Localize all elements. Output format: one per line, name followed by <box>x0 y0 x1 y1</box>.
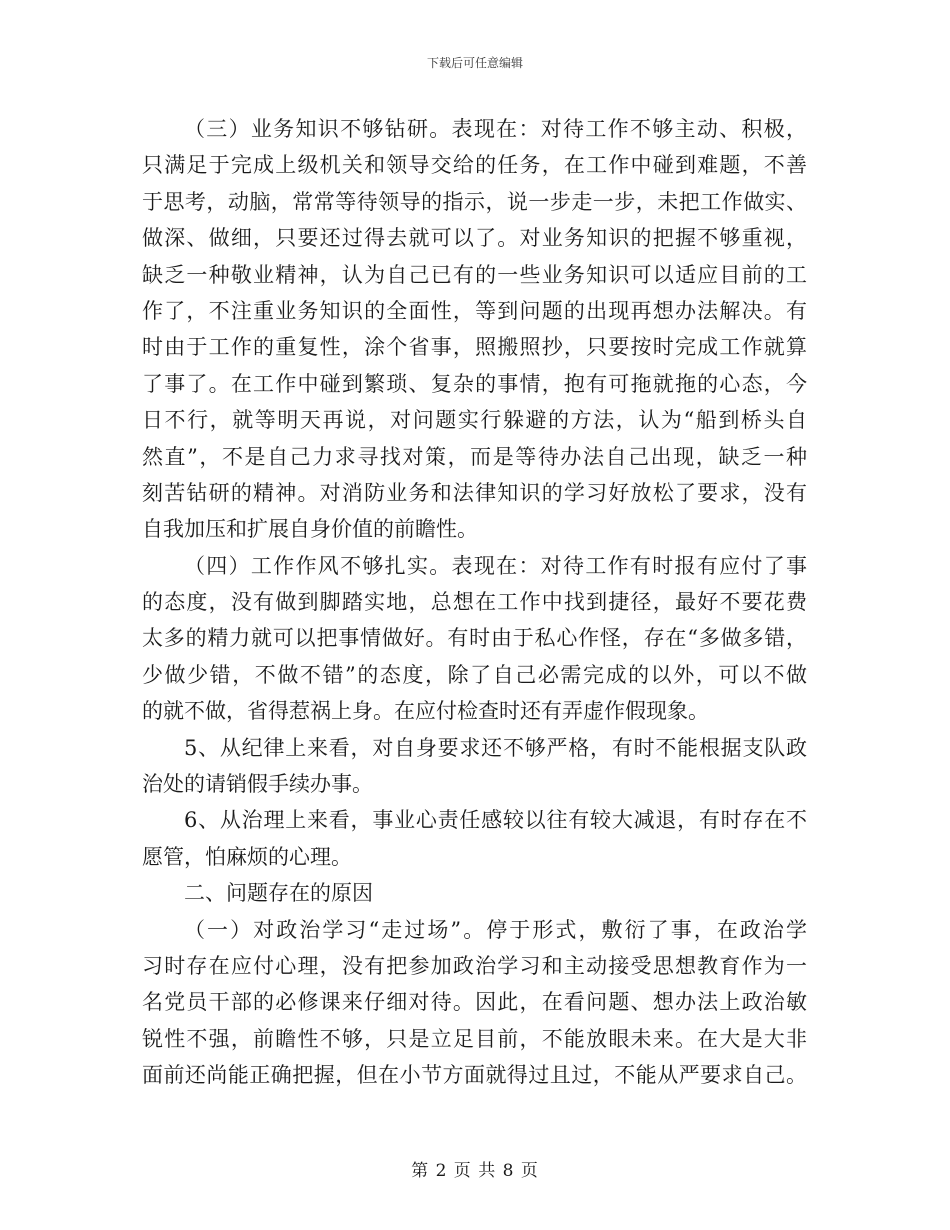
text-line: 了事了。在工作中碰到繁琐、复杂的事情，抱有可拖就拖的心态，今 <box>142 371 807 396</box>
page-header: 下载后可任意编辑 <box>426 56 523 70</box>
text-line: 做深、做细，只要还过得去就可以了。对业务知识的把握不够重视， <box>142 226 807 251</box>
text-line: 缺乏一种敬业精神，认为自己已有的一些业务知识可以适应目前的工 <box>142 262 807 287</box>
text-line: 于思考，动脑，常常等待领导的指示，说一步走一步，未把工作做实、 <box>142 189 807 214</box>
text-line: 名党员干部的必修课来仔细对待。因此，在看问题、想办法上政治敏 <box>142 990 807 1015</box>
page-number: 第 2 页 共 8 页 <box>411 1161 539 1181</box>
text-line: 只满足于完成上级机关和领导交给的任务，在工作中碰到难题，不善 <box>142 153 807 178</box>
text-line: 二、问题存在的原因 <box>184 881 373 906</box>
text-line: 愿管，怕麻烦的心理。 <box>142 844 352 869</box>
text-line: 5、从纪律上来看，对自身要求还不够严格，有时不能根据支队政 <box>184 735 807 760</box>
text-line: 自我加压和扩展自身价值的前瞻性。 <box>142 517 478 542</box>
text-line: 6、从治理上来看，事业心责任感较以往有较大减退，有时存在不 <box>184 808 807 833</box>
text-line: 锐性不强，前瞻性不够，只是立足目前，不能放眼未来。在大是大非 <box>142 1026 807 1051</box>
text-line: 作了，不注重业务知识的全面性，等到问题的出现再想办法解决。有 <box>142 298 807 323</box>
text-line: 的态度，没有做到脚踏实地，总想在工作中找到捷径，最好不要花费 <box>142 590 807 615</box>
document-body <box>142 111 807 1094</box>
text-line: 太多的精力就可以把事情做好。有时由于私心作怪，存在“多做多错， <box>142 626 807 651</box>
text-line: 治处的请销假手续办事。 <box>142 772 373 797</box>
text-line: 的就不做，省得惹祸上身。在应付检查时还有弄虚作假现象。 <box>142 699 709 724</box>
text-line: 时由于工作的重复性，涂个省事，照搬照抄，只要按时完成工作就算 <box>142 335 807 360</box>
text-line: （一）对政治学习“走过场”。停于形式，敷衍了事，在政治学 <box>184 917 807 942</box>
text-line: 日不行，就等明天再说，对问题实行躲避的方法，认为“船到桥头自 <box>142 408 807 433</box>
text-line: 刻苦钻研的精神。对消防业务和法律知识的学习好放松了要求，没有 <box>142 480 807 505</box>
text-line: （四）工作作风不够扎实。表现在：对待工作有时报有应付了事 <box>184 553 807 578</box>
text-line: 习时存在应付心理，没有把参加政治学习和主动接受思想教育作为一 <box>142 953 807 978</box>
text-line: 然直”，不是自己力求寻找对策，而是等待办法自己出现，缺乏一种 <box>142 444 807 469</box>
text-line: 少做少错，不做不错”的态度，除了自己必需完成的以外，可以不做 <box>142 662 807 687</box>
text-line: 面前还尚能正确把握，但在小节方面就得过且过，不能从严要求自己。 <box>142 1063 807 1088</box>
text-line: （三）业务知识不够钻研。表现在：对待工作不够主动、积极， <box>184 117 807 141</box>
